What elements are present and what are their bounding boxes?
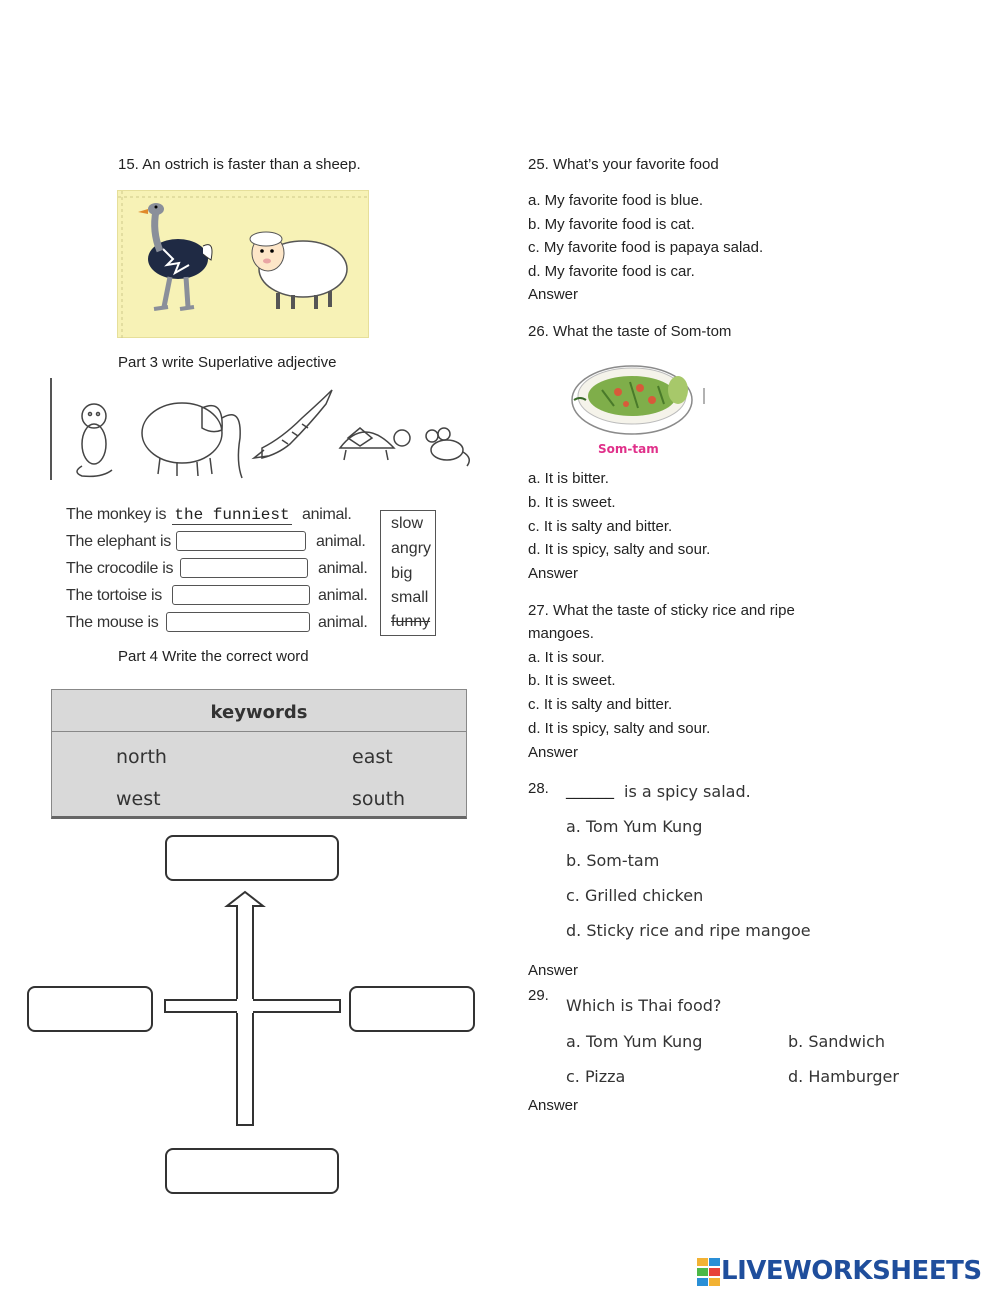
- q29-option-a[interactable]: a. Tom Yum Kung: [566, 1032, 703, 1051]
- somtam-caption: Som-tam: [598, 442, 659, 456]
- animals-image: [50, 378, 468, 480]
- q28-question: is a spicy salad.: [624, 782, 751, 801]
- q25-option-a[interactable]: a. My favorite food is blue.: [528, 192, 704, 209]
- compass-arrow-icon: [150, 880, 360, 1140]
- logo-blocks-icon: [697, 1258, 721, 1286]
- superlative-exercise: [66, 506, 446, 638]
- question-15: 15. An ostrich is faster than a sheep.: [118, 156, 361, 173]
- somtam-image: [568, 360, 708, 460]
- q26-option-b[interactable]: b. It is sweet.: [528, 494, 616, 511]
- east-answer-input[interactable]: [349, 986, 475, 1032]
- q26-option-c[interactable]: c. It is salty and bitter.: [528, 518, 673, 535]
- row-mouse-end: animal.: [318, 614, 368, 631]
- q28-number: 28.: [528, 780, 549, 797]
- keyword-south: south: [352, 788, 406, 810]
- q25-answer-label: Answer: [528, 286, 579, 303]
- row-elephant-start: The elephant is: [66, 533, 171, 550]
- mouse-answer-input[interactable]: [166, 612, 310, 632]
- question-27-line2: mangoes.: [528, 625, 594, 642]
- q27-answer-label: Answer: [528, 744, 579, 761]
- elephant-answer-input[interactable]: [176, 531, 306, 551]
- q28-answer-label: Answer: [528, 962, 579, 979]
- crocodile-answer-input[interactable]: [180, 558, 308, 578]
- row-monkey-answer: the funniest: [172, 506, 292, 525]
- row-crocodile-start: The crocodile is: [66, 560, 174, 577]
- row-crocodile-end: animal.: [318, 560, 368, 577]
- q29-option-d[interactable]: d. Hamburger: [788, 1067, 899, 1086]
- keywords-table: [51, 689, 467, 819]
- q25-option-c[interactable]: c. My favorite food is papaya salad.: [528, 239, 764, 256]
- q27-option-d[interactable]: d. It is spicy, salty and sour.: [528, 720, 711, 737]
- q28-option-b[interactable]: b. Som-tam: [566, 851, 660, 870]
- q27-option-c[interactable]: c. It is salty and bitter.: [528, 696, 673, 713]
- q25-option-d[interactable]: d. My favorite food is car.: [528, 263, 695, 280]
- q29-answer-label: Answer: [528, 1097, 579, 1114]
- logo-text: LIVEWORKSHEETS: [721, 1256, 982, 1286]
- q27-option-b[interactable]: b. It is sweet.: [528, 672, 616, 689]
- q28-answer-input[interactable]: [586, 962, 716, 982]
- row-monkey-end: animal.: [302, 506, 352, 523]
- q29-number: 29.: [528, 987, 549, 1004]
- word-big: big: [391, 565, 413, 582]
- question-25: 25. What’s your favorite food: [528, 156, 719, 173]
- tortoise-answer-input[interactable]: [172, 585, 310, 605]
- north-answer-input[interactable]: [165, 835, 339, 881]
- row-tortoise-start: The tortoise is: [66, 587, 162, 604]
- row-tortoise-end: animal.: [318, 587, 368, 604]
- row-mouse-start: The mouse is: [66, 614, 159, 631]
- q29-option-b[interactable]: b. Sandwich: [788, 1032, 886, 1051]
- word-slow: slow: [391, 515, 424, 532]
- ostrich-sheep-image: [117, 190, 369, 338]
- part3-title: Part 3 write Superlative adjective: [118, 354, 337, 371]
- q28-option-d[interactable]: d. Sticky rice and ripe mangoe: [566, 921, 811, 940]
- q25-answer-input[interactable]: [586, 286, 716, 306]
- q28-blank: ______: [566, 780, 614, 799]
- word-small: small: [391, 589, 429, 606]
- q29-answer-input[interactable]: [586, 1097, 716, 1117]
- west-answer-input[interactable]: [27, 986, 153, 1032]
- south-answer-input[interactable]: [165, 1148, 339, 1194]
- liveworksheets-logo: [697, 1256, 997, 1288]
- q26-answer-label: Answer: [528, 565, 579, 582]
- keywords-title: keywords: [52, 690, 466, 732]
- q26-answer-input[interactable]: [586, 565, 716, 585]
- word-funny: funny: [391, 613, 431, 630]
- q27-answer-input[interactable]: [586, 744, 716, 764]
- q29-option-c[interactable]: c. Pizza: [566, 1067, 626, 1086]
- keyword-east: east: [352, 746, 393, 768]
- q28-option-a[interactable]: a. Tom Yum Kung: [566, 817, 703, 836]
- q26-option-a[interactable]: a. It is bitter.: [528, 470, 609, 487]
- q25-option-b[interactable]: b. My favorite food is cat.: [528, 216, 695, 233]
- keyword-north: north: [116, 746, 167, 768]
- q26-option-d[interactable]: d. It is spicy, salty and sour.: [528, 541, 711, 558]
- word-box: [380, 510, 436, 636]
- part4-title: Part 4 Write the correct word: [118, 648, 309, 665]
- word-angry: angry: [391, 540, 432, 557]
- keyword-west: west: [116, 788, 161, 810]
- q28-option-c[interactable]: c. Grilled chicken: [566, 886, 704, 905]
- row-monkey-start: The monkey is: [66, 506, 167, 523]
- row-elephant-end: animal.: [316, 533, 366, 550]
- q29-question: Which is Thai food?: [566, 996, 722, 1015]
- question-26: 26. What the taste of Som-tom: [528, 323, 732, 340]
- q27-option-a[interactable]: a. It is sour.: [528, 649, 605, 666]
- question-27-line1: 27. What the taste of sticky rice and ripe: [528, 602, 795, 619]
